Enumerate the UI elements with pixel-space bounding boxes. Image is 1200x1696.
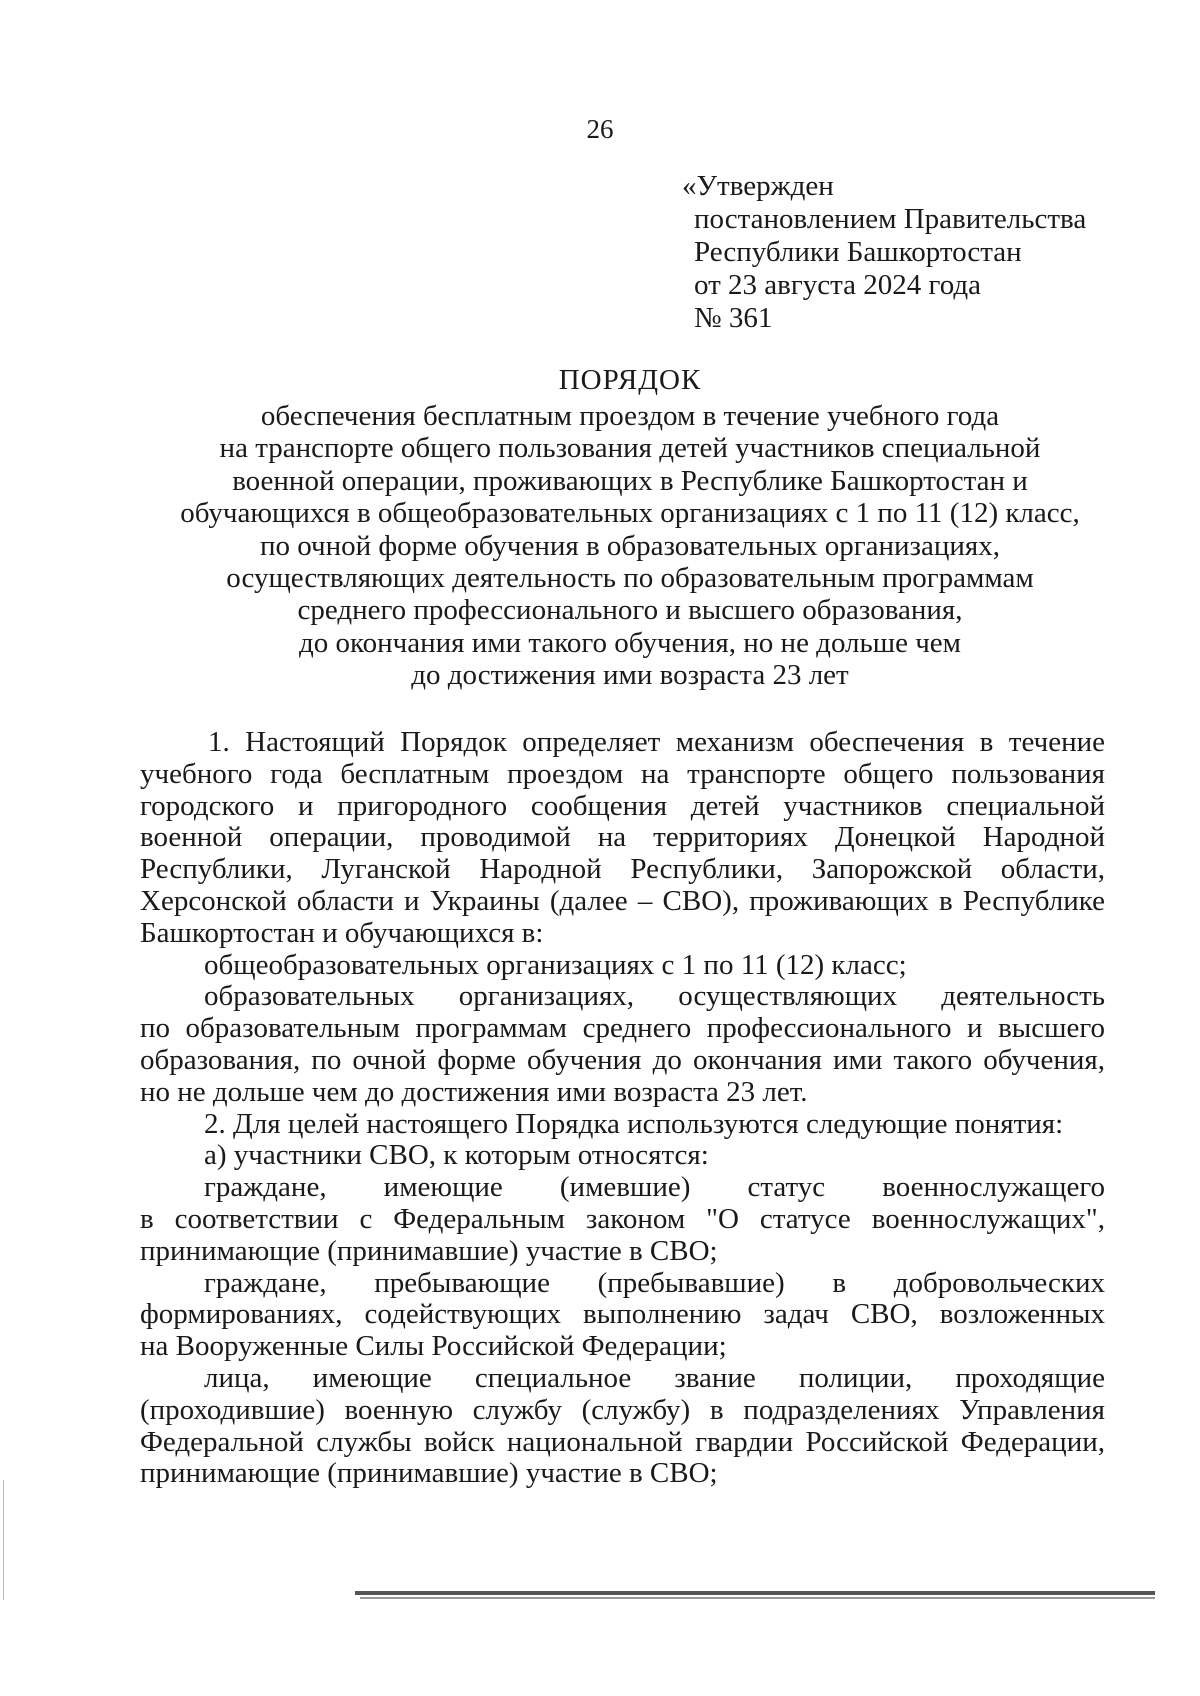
subtitle-line: среднего профессионального и высшего образования, xyxy=(297,594,963,627)
body-line: принимающие (принимавшие) участие в СВО; xyxy=(140,1234,718,1267)
page-number: 26 xyxy=(586,114,614,144)
body-line: учебного года бесплатным проездом на транспорте общего пользования xyxy=(140,757,1105,790)
body-line: общеобразовательных организациях с 1 по 11 (12) класс; xyxy=(204,948,907,981)
subtitle-line: осуществляющих деятельность по образовательным программам xyxy=(226,562,1034,595)
subtitle-line: до достижения ими возраста 23 лет xyxy=(411,659,849,692)
footer-rule-shadow xyxy=(360,1597,1155,1599)
document-body xyxy=(140,727,1105,1490)
document-subtitle xyxy=(150,400,1110,692)
approval-block xyxy=(682,170,1086,335)
body-line: 2. Для целей настоящего Порядка используются следующие понятия: xyxy=(204,1107,1064,1140)
body-line: на Вооруженные Силы Российской Федерации; xyxy=(140,1330,727,1363)
approval-line: Республики Башкортостан xyxy=(694,236,1022,268)
body-line: образовательных организациях, осуществляющих деятельность xyxy=(204,980,1105,1013)
body-line: но не дольше чем до достижения ими возраста 23 лет. xyxy=(140,1075,808,1108)
body-line: а) участники СВО, к которым относятся: xyxy=(204,1139,709,1172)
body-line: Республики, Луганской Народной Республики, Запорожской области, xyxy=(140,853,1105,886)
subtitle-line: на транспорте общего пользования детей участников специальной xyxy=(219,432,1041,465)
body-line: военной операции, проводимой на территориях Донецкой Народной xyxy=(140,821,1105,854)
body-line: Федеральной службы войск национальной гвардии Российской Федерации, xyxy=(140,1425,1105,1458)
approval-line: «Утвержден xyxy=(682,170,834,202)
body-line: в соответствии с Федеральным законом "О статусе военнослужащих", xyxy=(140,1202,1105,1235)
body-line: лица, имеющие специальное звание полиции, проходящие xyxy=(204,1361,1105,1394)
approval-line: от 23 августа 2024 года xyxy=(694,269,981,301)
subtitle-line: обучающихся в общеобразовательных организациях с 1 по 11 (12) класс, xyxy=(180,497,1080,530)
body-line: граждане, пребывающие (пребывавшие) в добровольческих xyxy=(204,1266,1105,1299)
subtitle-line: до окончания ими такого обучения, но не дольше чем xyxy=(298,626,962,659)
body-line: образования, по очной форме обучения до окончания ими такого обучения, xyxy=(140,1043,1105,1076)
approval-line: постановлением Правительства xyxy=(694,203,1087,235)
body-line: Херсонской области и Украины (далее – СВО), проживающих в Республике xyxy=(140,884,1105,917)
scan-edge-mark xyxy=(3,1480,4,1600)
body-line: формированиях, содействующих выполнению задач СВО, возложенных xyxy=(140,1298,1105,1331)
body-line: городского и пригородного сообщения детей участников специальной xyxy=(140,789,1105,822)
subtitle-line: по очной форме обучения в образовательных организациях, xyxy=(260,529,1000,562)
subtitle-line: обеспечения бесплатным проездом в течение учебного года xyxy=(260,400,1000,432)
body-line: по образовательным программам среднего профессионального и высшего xyxy=(140,1012,1105,1045)
subtitle-line: военной операции, проживающих в Республике Башкортостан и xyxy=(232,464,1028,497)
footer-rule xyxy=(355,1591,1155,1595)
approval-line: № 361 xyxy=(694,302,773,334)
body-line: 1. Настоящий Порядок определяет механизм обеспечения в течение xyxy=(208,726,1105,758)
body-line: (проходившие) военную службу (службу) в подразделениях Управления xyxy=(140,1393,1105,1426)
body-line: граждане, имеющие (имевшие) статус военнослужащего xyxy=(204,1171,1105,1204)
document-title: ПОРЯДОК xyxy=(558,364,702,396)
body-line: Башкортостан и обучающихся в: xyxy=(140,916,544,949)
body-line: принимающие (принимавшие) участие в СВО; xyxy=(140,1457,718,1490)
